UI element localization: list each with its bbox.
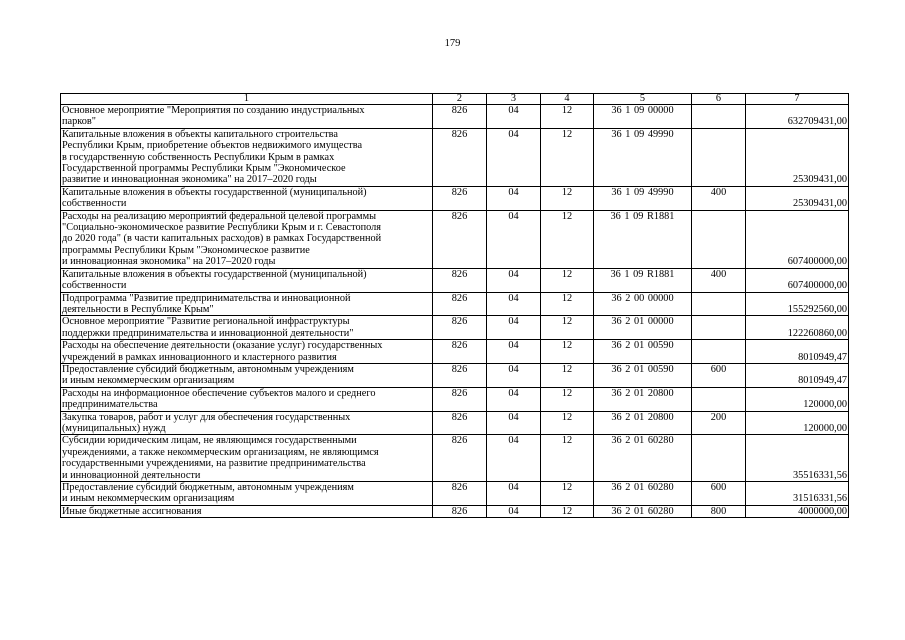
ministry-code: 826 xyxy=(433,268,487,292)
table-row xyxy=(61,387,849,411)
table-row xyxy=(61,186,849,210)
header-col-5: 5 xyxy=(594,94,692,105)
row-description xyxy=(61,316,433,340)
subsection-code: 12 xyxy=(541,268,594,292)
subsection-code: 12 xyxy=(541,128,594,186)
description-line: и иным некоммерческим организациям xyxy=(62,375,235,387)
expense-type-code: 600 xyxy=(692,482,746,506)
amount: 122260860,00 xyxy=(746,316,849,340)
section-code: 04 xyxy=(487,482,541,506)
ministry-code: 826 xyxy=(433,316,487,340)
target-article-code: 36 2 01 00000 xyxy=(594,316,692,340)
expense-type-code: 600 xyxy=(692,363,746,387)
header-col-1: 1 xyxy=(61,94,433,105)
table-row xyxy=(61,411,849,435)
target-article-code: 36 2 01 20800 xyxy=(594,411,692,435)
table-row xyxy=(61,128,849,186)
row-description xyxy=(61,292,433,316)
header-col-7: 7 xyxy=(746,94,849,105)
expense-type-code xyxy=(692,316,746,340)
amount: 8010949,47 xyxy=(746,340,849,364)
amount: 35516331,56 xyxy=(746,435,849,482)
section-code: 04 xyxy=(487,340,541,364)
amount: 155292560,00 xyxy=(746,292,849,316)
subsection-code: 12 xyxy=(541,387,594,411)
row-description xyxy=(61,505,433,517)
description-line: программы Республики Крым "Экономическое развитие xyxy=(62,244,310,256)
description-line: в государственную собственность Республики Крым в рамках xyxy=(62,151,335,163)
amount: 120000,00 xyxy=(746,387,849,411)
expense-type-code xyxy=(692,105,746,129)
page-number: 179 xyxy=(444,38,461,49)
description-line: до 2020 года" (в части капитальных расходов) в рамках Государственной xyxy=(62,233,382,245)
description-line: поддержки предпринимательства и инновационной деятельности" xyxy=(62,327,354,339)
description-line: Капитальные вложения в объекты государственной (муниципальной) xyxy=(62,186,367,198)
header-col-2: 2 xyxy=(433,94,487,105)
amount: 607400000,00 xyxy=(746,210,849,268)
table-row xyxy=(61,340,849,364)
description-line: Предоставление субсидий бюджетным, автономным учреждениям xyxy=(62,363,354,375)
header-col-4: 4 xyxy=(541,94,594,105)
row-description xyxy=(61,268,433,292)
ministry-code: 826 xyxy=(433,128,487,186)
target-article-code: 36 1 09 R1881 xyxy=(594,268,692,292)
description-line: "Социально-экономическое развитие Республики Крым и г. Севастополя xyxy=(62,222,382,234)
row-description xyxy=(61,435,433,482)
ministry-code: 826 xyxy=(433,105,487,129)
expense-type-code xyxy=(692,340,746,364)
expense-type-code: 400 xyxy=(692,186,746,210)
amount: 4000000,00 xyxy=(746,505,849,517)
description-line: учреждений в рамках инновационного и кластерного развития xyxy=(62,351,337,363)
amount: 25309431,00 xyxy=(746,186,849,210)
ministry-code: 826 xyxy=(433,292,487,316)
table-row xyxy=(61,105,849,129)
description-line: Капитальные вложения в объекты капитального строительства xyxy=(62,128,338,140)
target-article-code: 36 2 01 60280 xyxy=(594,482,692,506)
subsection-code: 12 xyxy=(541,186,594,210)
target-article-code: 36 1 09 49990 xyxy=(594,186,692,210)
expense-type-code xyxy=(692,210,746,268)
amount: 607400000,00 xyxy=(746,268,849,292)
expense-type-code xyxy=(692,387,746,411)
table-row xyxy=(61,268,849,292)
section-code: 04 xyxy=(487,186,541,210)
target-article-code: 36 1 09 R1881 xyxy=(594,210,692,268)
table-row xyxy=(61,435,849,482)
expense-type-code xyxy=(692,128,746,186)
subsection-code: 12 xyxy=(541,105,594,129)
row-description xyxy=(61,210,433,268)
expense-type-code: 800 xyxy=(692,505,746,517)
description-line: Закупка товаров, работ и услуг для обеспечения государственных xyxy=(62,411,351,423)
ministry-code: 826 xyxy=(433,482,487,506)
expense-type-code xyxy=(692,435,746,482)
amount: 8010949,47 xyxy=(746,363,849,387)
target-article-code: 36 1 09 00000 xyxy=(594,105,692,129)
table-row xyxy=(61,316,849,340)
table-row xyxy=(61,292,849,316)
column-number-header xyxy=(61,94,849,105)
budget-table-body xyxy=(61,94,849,518)
description-line: Основное мероприятие "Мероприятия по созданию индустриальных xyxy=(62,105,365,116)
section-code: 04 xyxy=(487,105,541,129)
description-line: предпринимательства xyxy=(62,399,158,411)
target-article-code: 36 2 01 60280 xyxy=(594,435,692,482)
row-description xyxy=(61,128,433,186)
description-line: развитие и инновационная экономика" на 2017–2020 годы xyxy=(62,174,317,186)
target-article-code: 36 2 01 20800 xyxy=(594,387,692,411)
ministry-code: 826 xyxy=(433,186,487,210)
ministry-code: 826 xyxy=(433,411,487,435)
amount: 120000,00 xyxy=(746,411,849,435)
row-description xyxy=(61,105,433,129)
description-line: Государственной программы Республики Крым "Экономическое xyxy=(62,163,346,175)
subsection-code: 12 xyxy=(541,363,594,387)
ministry-code: 826 xyxy=(433,505,487,517)
description-line: Расходы на реализацию мероприятий федеральной целевой программы xyxy=(62,210,377,222)
description-line: учреждениями, а также некоммерческим организациям, не являющимся xyxy=(62,446,379,458)
section-code: 04 xyxy=(487,210,541,268)
description-line: Субсидии юридическим лицам, не являющимся государственными xyxy=(62,435,357,447)
table-row xyxy=(61,482,849,506)
target-article-code: 36 2 01 60280 xyxy=(594,505,692,517)
description-line: Основное мероприятие "Развитие региональной инфраструктуры xyxy=(62,316,350,328)
expense-type-code: 200 xyxy=(692,411,746,435)
expense-type-code xyxy=(692,292,746,316)
section-code: 04 xyxy=(487,435,541,482)
description-line: государственными учреждениями, на развитие предпринимательства xyxy=(62,458,366,470)
section-code: 04 xyxy=(487,292,541,316)
row-description xyxy=(61,186,433,210)
target-article-code: 36 1 09 49990 xyxy=(594,128,692,186)
description-line: Иные бюджетные ассигнования xyxy=(62,505,202,517)
subsection-code: 12 xyxy=(541,210,594,268)
subsection-code: 12 xyxy=(541,435,594,482)
target-article-code: 36 2 00 00000 xyxy=(594,292,692,316)
budget-table xyxy=(60,93,849,518)
section-code: 04 xyxy=(487,363,541,387)
target-article-code: 36 2 01 00590 xyxy=(594,340,692,364)
description-line: собственности xyxy=(62,198,127,210)
subsection-code: 12 xyxy=(541,482,594,506)
description-line: и инновационной деятельности xyxy=(62,469,201,481)
row-description xyxy=(61,411,433,435)
description-line: парков" xyxy=(62,116,96,128)
table-row xyxy=(61,363,849,387)
section-code: 04 xyxy=(487,505,541,517)
description-line: собственности xyxy=(62,280,127,292)
description-line: Подпрограмма "Развитие предпринимательства и инновационной xyxy=(62,292,351,304)
subsection-code: 12 xyxy=(541,505,594,517)
table-row xyxy=(61,505,849,517)
row-description xyxy=(61,363,433,387)
subsection-code: 12 xyxy=(541,340,594,364)
description-line: и инновационная экономика" на 2017–2020 годы xyxy=(62,256,276,268)
section-code: 04 xyxy=(487,411,541,435)
row-description xyxy=(61,340,433,364)
row-description xyxy=(61,387,433,411)
subsection-code: 12 xyxy=(541,292,594,316)
section-code: 04 xyxy=(487,268,541,292)
ministry-code: 826 xyxy=(433,387,487,411)
ministry-code: 826 xyxy=(433,210,487,268)
header-col-6: 6 xyxy=(692,94,746,105)
description-line: Расходы на обеспечение деятельности (оказание услуг) государственных xyxy=(62,340,383,352)
description-line: Расходы на информационное обеспечение субъектов малого и среднего xyxy=(62,387,376,399)
amount: 31516331,56 xyxy=(746,482,849,506)
target-article-code: 36 2 01 00590 xyxy=(594,363,692,387)
table-row xyxy=(61,210,849,268)
subsection-code: 12 xyxy=(541,316,594,340)
ministry-code: 826 xyxy=(433,363,487,387)
expense-type-code: 400 xyxy=(692,268,746,292)
description-line: и иным некоммерческим организациям xyxy=(62,493,235,505)
description-line: Республики Крым, приобретение объектов недвижимого имущества xyxy=(62,140,363,152)
section-code: 04 xyxy=(487,387,541,411)
row-description xyxy=(61,482,433,506)
amount: 25309431,00 xyxy=(746,128,849,186)
section-code: 04 xyxy=(487,128,541,186)
section-code: 04 xyxy=(487,316,541,340)
ministry-code: 826 xyxy=(433,340,487,364)
subsection-code: 12 xyxy=(541,411,594,435)
description-line: Капитальные вложения в объекты государственной (муниципальной) xyxy=(62,268,367,280)
header-col-3: 3 xyxy=(487,94,541,105)
ministry-code: 826 xyxy=(433,435,487,482)
description-line: (муниципальных) нужд xyxy=(62,422,166,434)
amount: 632709431,00 xyxy=(746,105,849,129)
description-line: Предоставление субсидий бюджетным, автономным учреждениям xyxy=(62,482,354,493)
description-line: деятельности в Республике Крым" xyxy=(62,303,214,315)
